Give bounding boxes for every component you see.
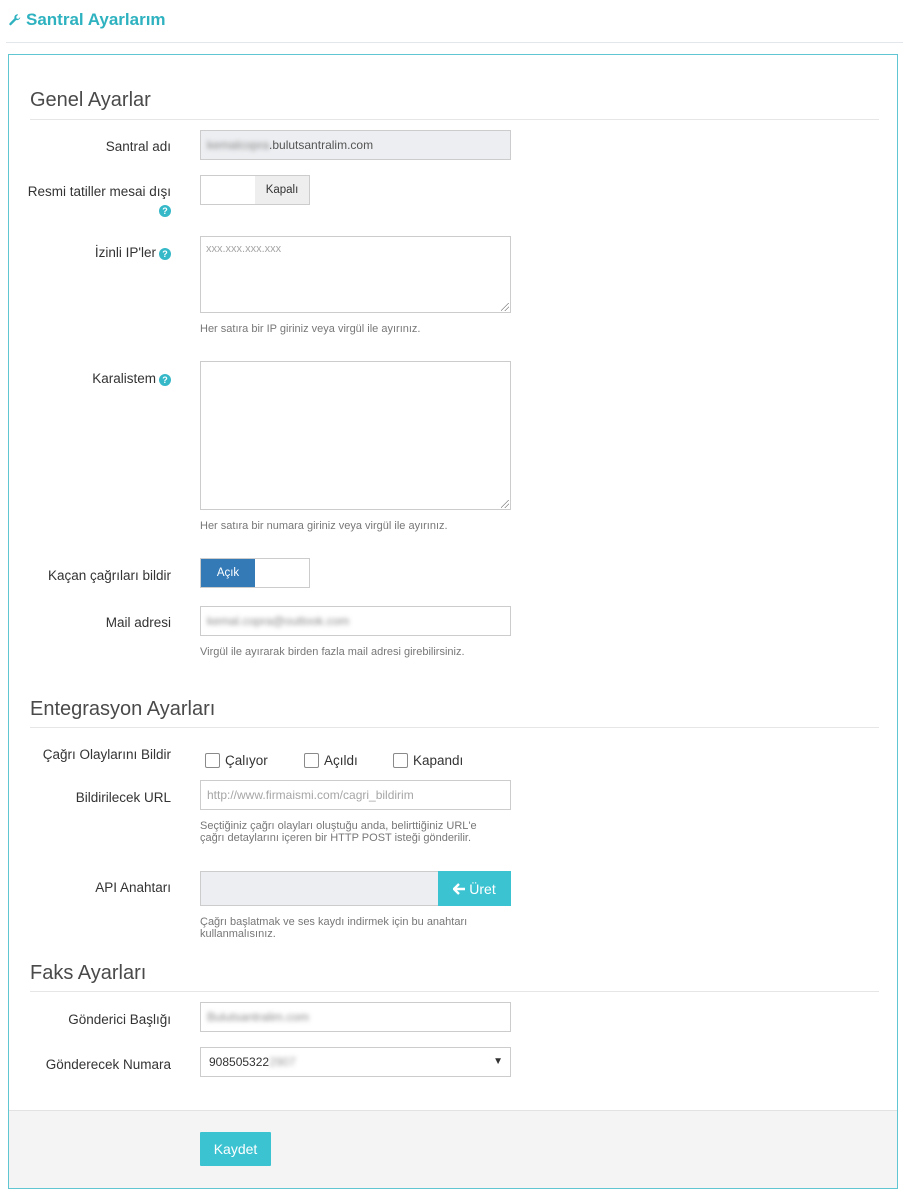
sender-number-select[interactable] [200, 1047, 511, 1077]
api-key-hint-line2: kullanmalısınız. [200, 928, 276, 940]
checkbox-label: Çalıyor [225, 753, 268, 768]
section-title-fax: Faks Ayarları [30, 962, 147, 984]
toggle-blank-side [201, 176, 255, 204]
checkbox-box[interactable] [304, 753, 319, 768]
sender-header-value: Bulutsantralim.com [207, 1010, 310, 1024]
url-placeholder: http://www.firmaismi.com/cagri_bildirim [207, 788, 414, 802]
santral-name-suffix: .bulutsantralim.com [269, 138, 374, 152]
mail-input[interactable] [200, 606, 511, 636]
section-divider-general [30, 119, 879, 120]
api-key-hint [200, 916, 530, 940]
allowed-ips-label [23, 244, 171, 262]
checkbox-box[interactable] [205, 753, 220, 768]
checkbox-hungup[interactable] [393, 753, 463, 768]
holiday-message-label [23, 183, 171, 219]
blacklist-hint: Her satıra bir numara giriniz veya virgül ile ayırınız. [200, 520, 448, 532]
url-hint-line1: Seçtiğiniz çağrı olayları oluştuğu anda, belirttiğiniz URL'e [200, 820, 477, 832]
blacklist-label [23, 370, 171, 388]
form-footer [9, 1110, 897, 1188]
title-divider [6, 42, 903, 43]
checkbox-label: Kapandı [413, 753, 464, 768]
wrench-icon [8, 13, 22, 27]
page-title [8, 10, 166, 30]
api-key-hint-line1: Çağrı başlatmak ve ses kaydı indirmek için bu anahtarı [200, 916, 468, 928]
santral-name-prefix: kemalcopra [207, 138, 270, 152]
blacklist-label-text: Karalistem [92, 371, 156, 386]
generate-button-label: Üret [469, 880, 496, 897]
mail-value: kemal.copra@outlook.com [207, 614, 350, 628]
toggle-on-label: Açık [201, 559, 255, 587]
allowed-ips-hint: Her satıra bir IP giriniz veya virgül ile ayırınız. [200, 323, 421, 335]
checkbox-box[interactable] [393, 753, 408, 768]
sender-number-value-hidden: 2907 [269, 1055, 296, 1069]
holiday-message-toggle[interactable] [200, 175, 310, 205]
arrow-left-icon [453, 883, 466, 895]
santral-name-label: Santral adı [105, 139, 171, 154]
sender-header-label: Gönderici Başlığı [68, 1012, 171, 1027]
api-key-label: API Anahtarı [95, 880, 171, 895]
sender-number-label: Gönderecek Numara [45, 1057, 171, 1072]
url-hint-line2: çağrı detaylarını içeren bir HTTP POST isteği gönderilir. [200, 832, 472, 844]
mail-label: Mail adresi [105, 615, 171, 630]
section-title-general: Genel Ayarlar [30, 89, 151, 111]
allowed-ips-label-text: İzinli IP'ler [94, 245, 156, 260]
checkbox-label: Açıldı [324, 753, 358, 768]
blacklist-textarea[interactable] [200, 361, 511, 510]
toggle-off-label: Kapalı [255, 176, 309, 204]
allowed-ips-placeholder: xxx.xxx.xxx.xxx [206, 243, 282, 255]
missed-calls-label: Kaçan çağrıları bildir [47, 568, 171, 583]
help-icon[interactable]: ? [159, 374, 171, 386]
call-events-label: Çağrı Olaylarını Bildir [42, 747, 171, 762]
caret-down-icon: ▼ [493, 1056, 503, 1067]
santral-name-field [200, 130, 511, 160]
api-key-field [200, 871, 440, 906]
checkbox-answered[interactable] [304, 753, 358, 768]
section-title-integration: Entegrasyon Ayarları [30, 698, 216, 720]
help-icon[interactable]: ? [159, 248, 171, 260]
toggle-blank-side [255, 559, 309, 587]
mail-hint: Virgül ile ayırarak birden fazla mail adresi girebilirsiniz. [200, 646, 465, 658]
page-title-text: Santral Ayarlarım [26, 10, 166, 29]
checkbox-ringing[interactable] [205, 753, 268, 768]
section-divider-integration [30, 727, 879, 728]
section-divider-fax [30, 991, 879, 992]
help-icon[interactable]: ? [159, 205, 171, 217]
missed-calls-toggle[interactable] [200, 558, 310, 588]
generate-api-key-button[interactable] [438, 871, 511, 906]
url-hint [200, 820, 530, 844]
sender-number-value: 908505322 [209, 1055, 270, 1069]
url-input[interactable] [200, 780, 511, 810]
holiday-message-label-text: Resmi tatiller mesai dışı [27, 184, 171, 199]
resize-grip-icon[interactable] [501, 303, 509, 311]
save-button[interactable]: Kaydet [200, 1132, 271, 1166]
resize-grip-icon[interactable] [501, 500, 509, 508]
settings-panel [8, 54, 898, 1189]
allowed-ips-textarea[interactable] [200, 236, 511, 313]
sender-header-input[interactable] [200, 1002, 511, 1032]
url-label: Bildirilecek URL [75, 790, 171, 805]
